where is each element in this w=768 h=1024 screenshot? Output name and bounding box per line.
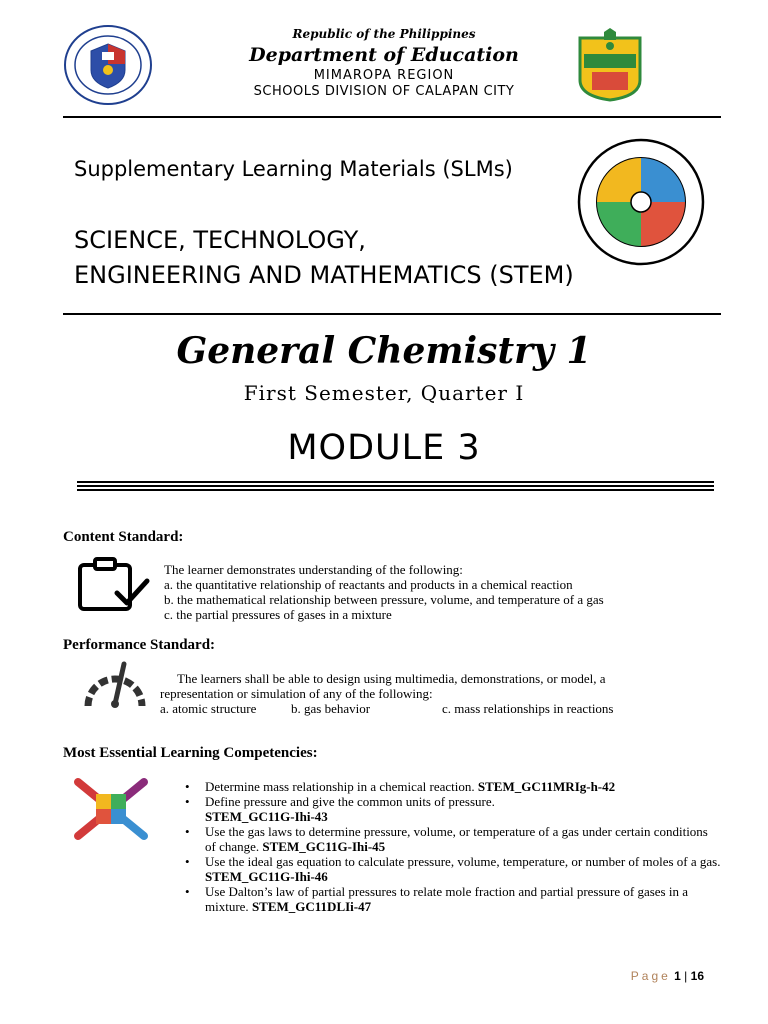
stem-seal-icon [577,138,705,266]
puzzle-hands-icon [72,776,150,842]
module-triple-rule [77,481,714,493]
clipboard-check-icon [77,557,151,613]
division-name: SCHOOLS DIVISION OF CALAPAN CITY [253,84,515,99]
content-standard-list [164,562,724,622]
total-pages: 16 [690,969,704,983]
list-item: • Use the gas laws to determine pressure, volume, or temperature of a gas under certain conditions of change. STEM_GC11G-Ihi-45 [181,824,721,854]
page-separator: | [684,969,688,983]
deped-seal-icon [63,24,153,106]
competency-code: STEM_GC11G-Ihi-43 [205,809,328,824]
list-item: a. the quantitative relationship of reactants and products in a chemical reaction [164,577,573,592]
page-label: Page [630,969,671,983]
competency-code: STEM_GC11G-Ihi-46 [205,869,328,884]
speedometer-icon [82,658,148,710]
option-gas-behavior: b. gas behavior [291,701,371,716]
list-item: b. the mathematical relationship between pressure, volume, and temperature of a gas [164,592,604,607]
strand-rule [63,313,721,315]
republic-line: Republic of the Philippines [292,27,476,41]
list-item: • Use the ideal gas equation to calculate pressure, volume, temperature, or number of moles of a gas. STEM_GC11G-Ihi-46 [181,854,721,884]
page-footer [631,969,704,983]
page-number: 1 [674,969,681,983]
melc-heading: Most Essential Learning Competencies: [63,745,318,761]
region-name: MIMAROPA REGION [313,68,455,83]
performance-line1: The learners shall be able to design using multimedia, demonstrations, or model, a [177,671,606,686]
option-mass-relationships: c. mass relationships in reactions [442,701,614,716]
list-item: • Define pressure and give the common units of pressure. STEM_GC11G-Ihi-43 [181,794,721,824]
slm-title: Supplementary Learning Materials (SLMs) [74,157,513,181]
subject-title: General Chemistry 1 [176,330,592,372]
performance-standard-heading: Performance Standard: [63,637,216,653]
competency-code: STEM_GC11MRIg-h-42 [477,779,616,794]
competency-code: STEM_GC11G-Ihi-45 [262,839,386,854]
semester-label: First Semester, Quarter I [243,381,525,405]
header-rule [63,116,721,118]
omnhs-logo-icon [574,28,646,102]
melc-list [181,779,721,914]
strand-title-line2: ENGINEERING AND MATHEMATICS (STEM) [74,261,574,289]
strand-title-line1: SCIENCE, TECHNOLOGY, [74,226,366,254]
list-item: • Use Dalton’s law of partial pressures to relate mole fraction and partial pressure of gases in a mixture. STEM_GC11DLIi-47 [181,884,721,914]
department-name: Department of Education [249,44,519,66]
content-standard-heading: Content Standard: [63,529,184,545]
content-standard-intro: The learner demonstrates understanding of the following: [164,562,463,577]
performance-options [160,701,724,716]
performance-line2: representation or simulation of any of the following: [160,686,433,701]
option-atomic-structure: a. atomic structure [160,701,257,716]
competency-code: STEM_GC11DLIi-47 [251,899,372,914]
list-item: c. the partial pressures of gases in a mixture [164,607,392,622]
list-item: • Determine mass relationship in a chemical reaction. STEM_GC11MRIg-h-42 [181,779,721,794]
performance-standard-text [160,671,724,716]
melc-list-block [181,779,721,914]
module-title: MODULE 3 [287,428,481,468]
